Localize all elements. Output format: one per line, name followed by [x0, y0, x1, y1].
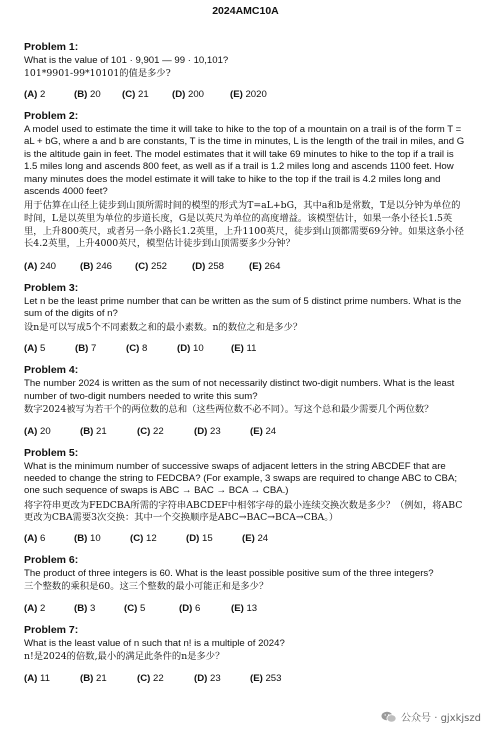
option-a: (A) 2 — [24, 89, 46, 100]
answer-options — [24, 426, 467, 437]
problem-1 — [24, 41, 467, 100]
problem-text-en: The number 2024 is written as the sum of not necessarily distinct two-digit numbers. What is the least number of two-digit numbers needed to write this sum? — [24, 378, 455, 402]
problem-text-zh: 将字符串更改为FEDCBA所需的字符串ABCDEF中相邻字母的最小连续交换次数是多少？（例如，将ABC更改为CBA需要3次交换：其中一个交换顺序是ABC→BAC→BCA→CBA。） — [24, 499, 463, 524]
option-a: (A) 240 — [24, 260, 57, 272]
option-d: (D) 23 — [194, 673, 221, 685]
problem-title: Problem 6: — [24, 554, 79, 567]
option-c: (C) 12 — [130, 533, 157, 545]
option-d: (D) 258 — [192, 260, 225, 272]
option-b: (B) 20 — [74, 89, 101, 100]
option-b: (B) 7 — [75, 343, 97, 355]
problem-7 — [24, 624, 467, 684]
problem-text-zh: 三个整数的乘积是60。这三个整数的最小可能正和是多少？ — [24, 581, 269, 593]
option-a: (A) 20 — [24, 425, 51, 437]
option-e: (E) 13 — [231, 603, 258, 615]
problem-4 — [24, 364, 467, 436]
problem-text-zh: 用于估算在山径上徒步到山顶所需时间的模型的形式为T=aL+bG，其中a和b是常数，T是以分钟为单位的时间，L是以英里为单位的步道长度，G是以英尺为单位的高度增益。该模型估计，如果一条小径长1.5英里，上升800英尺，或者另一条小路长1.2英里，上升1100英尺，徒步到山顶都需要69分钟。如果这条小径长4.2英里，上升4000英尺，模型估计徒步到山顶需要多少分钟？ — [24, 200, 464, 250]
problem-5 — [24, 447, 467, 544]
problem-text-en: The product of three integers is 60. What is the least possible positive sum of the three integers? — [24, 568, 434, 580]
option-d: (D) 200 — [172, 89, 205, 100]
option-a: (A) 11 — [24, 673, 50, 685]
option-a: (A) 2 — [24, 603, 46, 615]
option-b: (B) 21 — [80, 673, 107, 685]
problem-title: Problem 2: — [24, 110, 79, 122]
option-d: (D) 10 — [177, 343, 204, 355]
watermark — [381, 709, 481, 724]
answer-options — [24, 89, 467, 100]
watermark-text: 公众号 · gjxkjszd — [401, 713, 481, 724]
problem-6 — [24, 554, 467, 614]
document-title: 2024AMC10A — [212, 5, 279, 17]
problem-text-en: A model used to estimate the time it will take to hike to the top of a mountain on a trail is of the form T = aL + bG, where a and b are constants, T is the time in minutes, L is the length of the trail in miles, and G is the altitude gain in feet. The model estimates that it will take 69 minutes to hike to the top if a trail is 1.5 miles long and ascends 800 feet, as well as if a trail is 1.2 miles long and ascends 1100 feet. How many minutes does the model estimate it will take to hike to the top if the trail is 4.2 miles long and ascends 4000 feet? — [24, 124, 465, 198]
option-b: (B) 246 — [80, 260, 113, 272]
wechat-icon — [381, 711, 397, 723]
problem-text-en: Let n be the least prime number that can be written as the sum of 5 distinct prime numbers. What is the sum of the digits of n? — [24, 295, 462, 320]
problem-text-zh: 数字2024被写为若干个的两位数的总和（这些两位数不必不同）。写这个总和最少需要几个两位数？ — [24, 404, 434, 416]
problem-text-zh: 设n是可以写成5个不同素数之和的最小素数。n的数位之和是多少？ — [24, 321, 303, 333]
option-b: (B) 3 — [74, 603, 96, 615]
option-b: (B) 10 — [74, 533, 101, 545]
option-c: (C) 21 — [122, 89, 149, 100]
option-e: (E) 11 — [231, 343, 257, 355]
answer-options — [24, 343, 467, 354]
problem-title: Problem 3: — [24, 281, 79, 294]
option-d: (D) 15 — [186, 533, 213, 545]
option-d: (D) 6 — [179, 603, 201, 615]
option-c: (C) 5 — [124, 603, 146, 615]
problem-text-en: What is the minimum number of successive swaps of adjacent letters in the string ABCDEF that are needed to change the string to FEDCBA? (For example, 3 swaps are required to change ABC to CBA; one such sequence of swaps is ABC → BAC → BCA → CBA.) — [24, 460, 458, 497]
problem-2 — [24, 110, 467, 272]
option-b: (B) 21 — [80, 425, 107, 437]
problem-text-en: What is the value of 101 · 9,901 — 99 · 10,101? — [24, 55, 229, 66]
problem-text-zh: 101*9901-99*10101的值是多少? — [24, 68, 171, 80]
problem-title: Problem 7: — [24, 624, 79, 637]
answer-options — [24, 603, 467, 614]
option-e: (E) 2020 — [230, 89, 267, 100]
problem-3 — [24, 282, 467, 354]
option-c: (C) 22 — [137, 425, 164, 437]
option-e: (E) 24 — [242, 533, 269, 545]
option-c: (C) 8 — [126, 343, 148, 355]
problem-title: Problem 4: — [24, 364, 79, 377]
option-e: (E) 264 — [249, 260, 281, 272]
answer-options — [24, 533, 467, 544]
option-a: (A) 5 — [24, 343, 46, 355]
problem-text-en: What is the least value of n such that n! is a multiple of 2024? — [24, 638, 285, 650]
option-a: (A) 6 — [24, 533, 46, 545]
option-d: (D) 23 — [194, 425, 221, 437]
option-e: (E) 24 — [250, 425, 277, 437]
option-c: (C) 22 — [137, 673, 164, 685]
option-c: (C) 252 — [135, 260, 168, 272]
problem-title: Problem 5: — [24, 446, 79, 459]
answer-options — [24, 673, 467, 684]
problem-text-zh: n!是2024的倍数,最小的满足此条件的n是多少？ — [24, 651, 225, 663]
answer-options — [24, 261, 467, 272]
problem-title: Problem 1: — [24, 41, 79, 53]
option-e: (E) 253 — [250, 673, 282, 685]
